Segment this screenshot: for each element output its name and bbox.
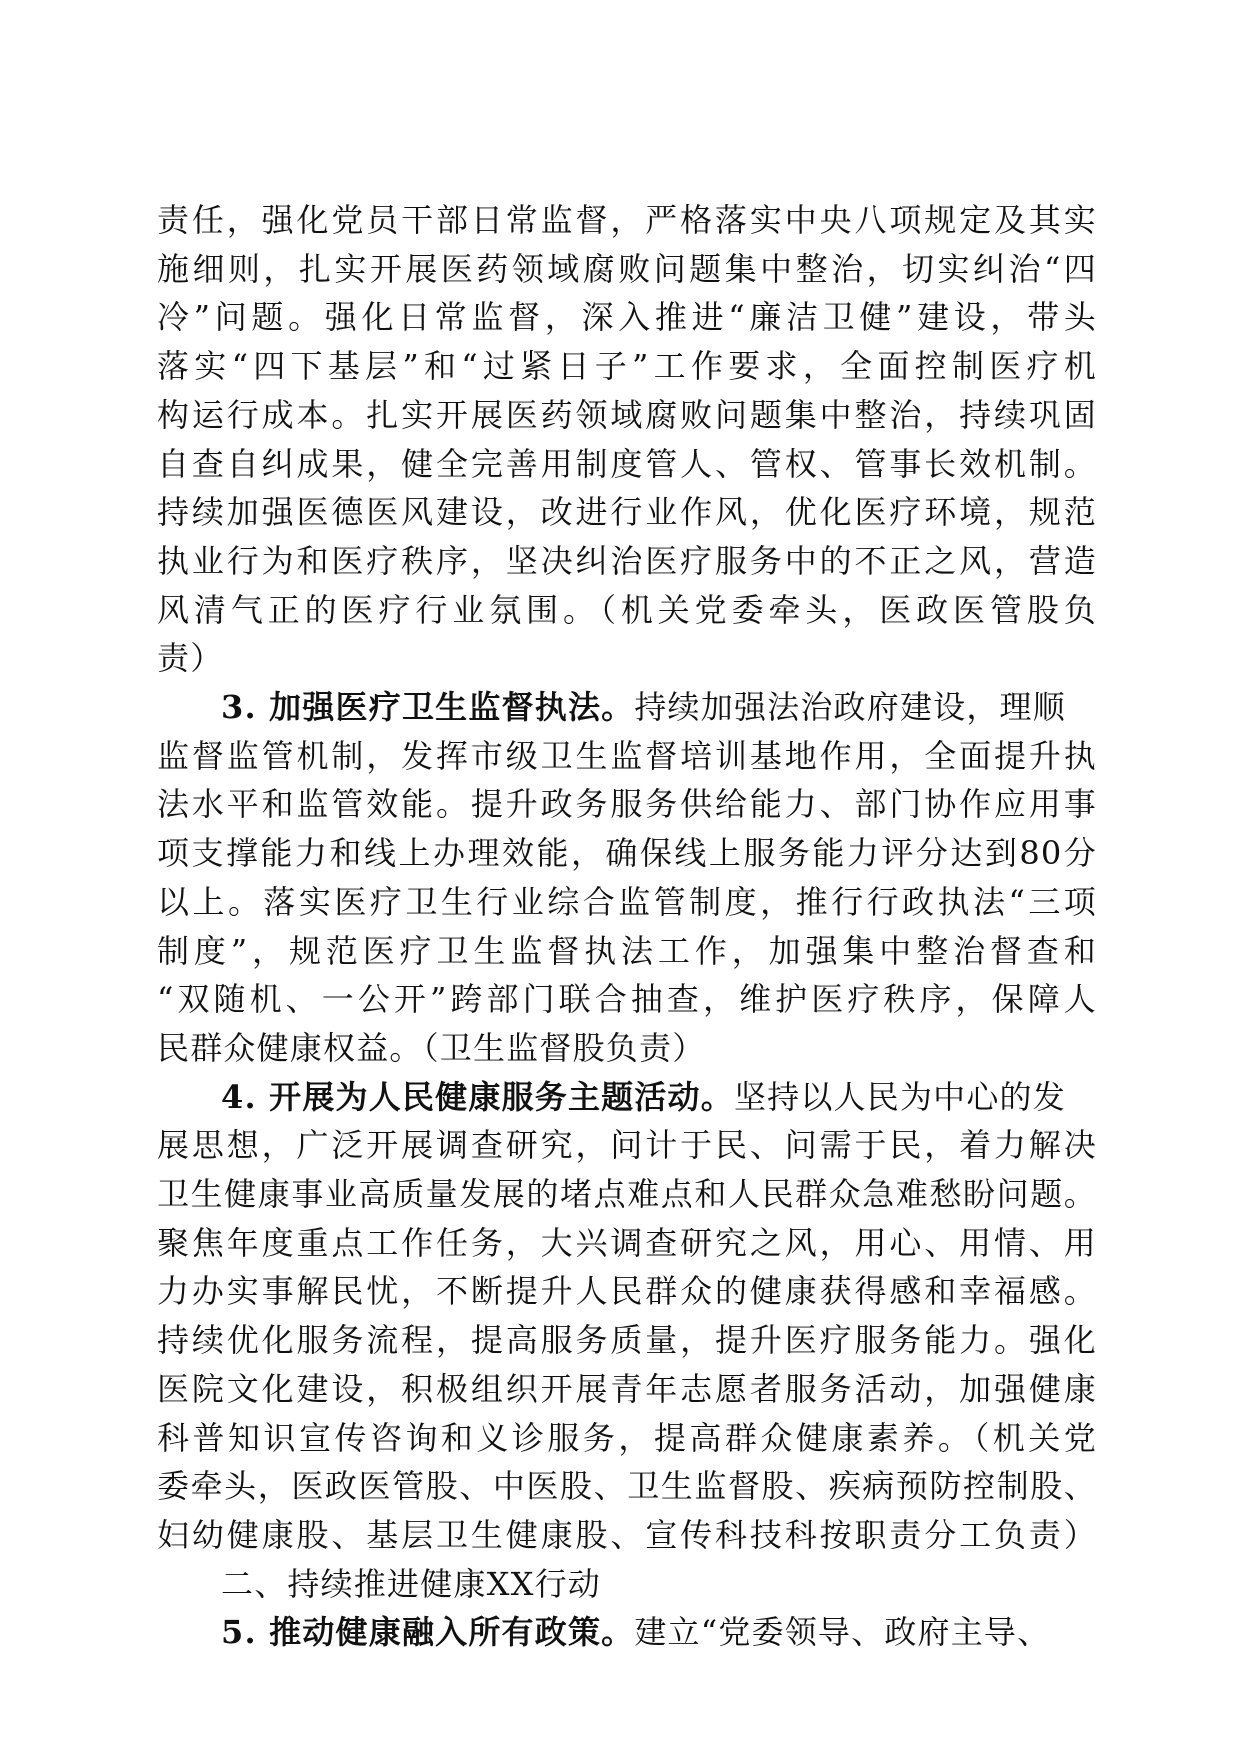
item-title: 4. 开展为人民健康服务主题活动。 [221, 1077, 734, 1116]
paragraph-line: 科普知识宣传咨询和义诊服务，提高群众健康素养。（机关党 [157, 1418, 1097, 1457]
paragraph-line: 制度”，规范医疗卫生监督执法工作，加强集中整治督查和 [157, 931, 1097, 970]
paragraph-line: 冷”问题。强化日常监督，深入推进“廉洁卫健”建设，带头 [157, 298, 1097, 337]
numbered-item-first-line [221, 1073, 1066, 1121]
item-text: 坚持以人民为中心的发 [733, 1077, 1066, 1116]
paragraph-line: 监督监管机制，发挥市级卫生监督培训基地作用，全面提升执 [157, 736, 1097, 775]
numbered-item-first-line [221, 683, 1066, 731]
item-text: 持续加强法治政府建设，理顺 [634, 688, 1066, 726]
paragraph-line: 以上。落实医疗卫生行业综合监管制度，推行行政执法“三项 [157, 882, 1097, 921]
item-title: 5. 推动健康融入所有政策。 [221, 1613, 635, 1652]
paragraph-line: 法水平和监管效能。提升政务服务供给能力、部门协作应用事 [157, 785, 1097, 824]
paragraph-line: 委牵头，医政医管股、中医股、卫生监督股、疾病预防控制股、 [157, 1467, 1097, 1506]
paragraph-line: 力办实事解民忧，不断提升人民群众的健康获得感和幸福感。 [157, 1272, 1097, 1311]
paragraph-line: 构运行成本。扎实开展医药领域腐败问题集中整治，持续巩固 [157, 395, 1097, 434]
paragraph-line: 责） [157, 639, 224, 678]
paragraph-line: 医院文化建设，积极组织开展青年志愿者服务活动，加强健康 [157, 1369, 1097, 1408]
paragraph-line: 妇幼健康股、基层卫生健康股、宣传科技科按职责分工负责） [157, 1515, 1097, 1554]
paragraph-line: 执业行为和医疗秩序，坚决纠治医疗服务中的不正之风，营造 [157, 541, 1097, 580]
paragraph-line: “双随机、一公开”跨部门联合抽查，维护医疗秩序，保障人 [157, 980, 1097, 1019]
paragraph-line: 持续优化服务流程，提高服务质量，提升医疗服务能力。强化 [157, 1321, 1097, 1360]
paragraph-line: 风清气正的医疗行业氛围。（机关党委牵头，医政医管股负 [157, 590, 1097, 629]
paragraph-line: 责任，强化党员干部日常监督，严格落实中央八项规定及其实 [157, 201, 1097, 239]
paragraph-line: 施细则，扎实开展医药领域腐败问题集中整治，切实纠治“四 [157, 249, 1097, 288]
item-text: 建立“党委领导、政府主导、 [634, 1613, 1051, 1652]
paragraph-line: 展思想，广泛开展调查研究，问计于民、问需于民，着力解决 [157, 1126, 1097, 1165]
paragraph-line: 项支撑能力和线上办理效能，确保线上服务能力评分达到80分 [157, 834, 1097, 873]
paragraph-line: 自查自纠成果，健全完善用制度管人、管权、管事长效机制。 [157, 444, 1097, 483]
paragraph-line: 卫生健康事业高质量发展的堵点难点和人民群众急难愁盼问题。 [157, 1175, 1097, 1213]
paragraph-line: 落实“四下基层”和“过紧日子”工作要求，全面控制医疗机 [157, 347, 1097, 386]
item-title: 3. 加强医疗卫生监督执法。 [221, 688, 635, 726]
paragraph-line: 持续加强医德医风建设，改进行业作风，优化医疗环境，规范 [157, 493, 1097, 532]
paragraph-line: 聚焦年度重点工作任务，大兴调查研究之风，用心、用情、用 [157, 1223, 1097, 1262]
numbered-item-first-line [221, 1608, 1050, 1656]
section-heading: 二、持续推进健康XX行动 [221, 1564, 601, 1603]
paragraph-line: 民群众健康权益。（卫生监督股负责） [157, 1028, 706, 1067]
